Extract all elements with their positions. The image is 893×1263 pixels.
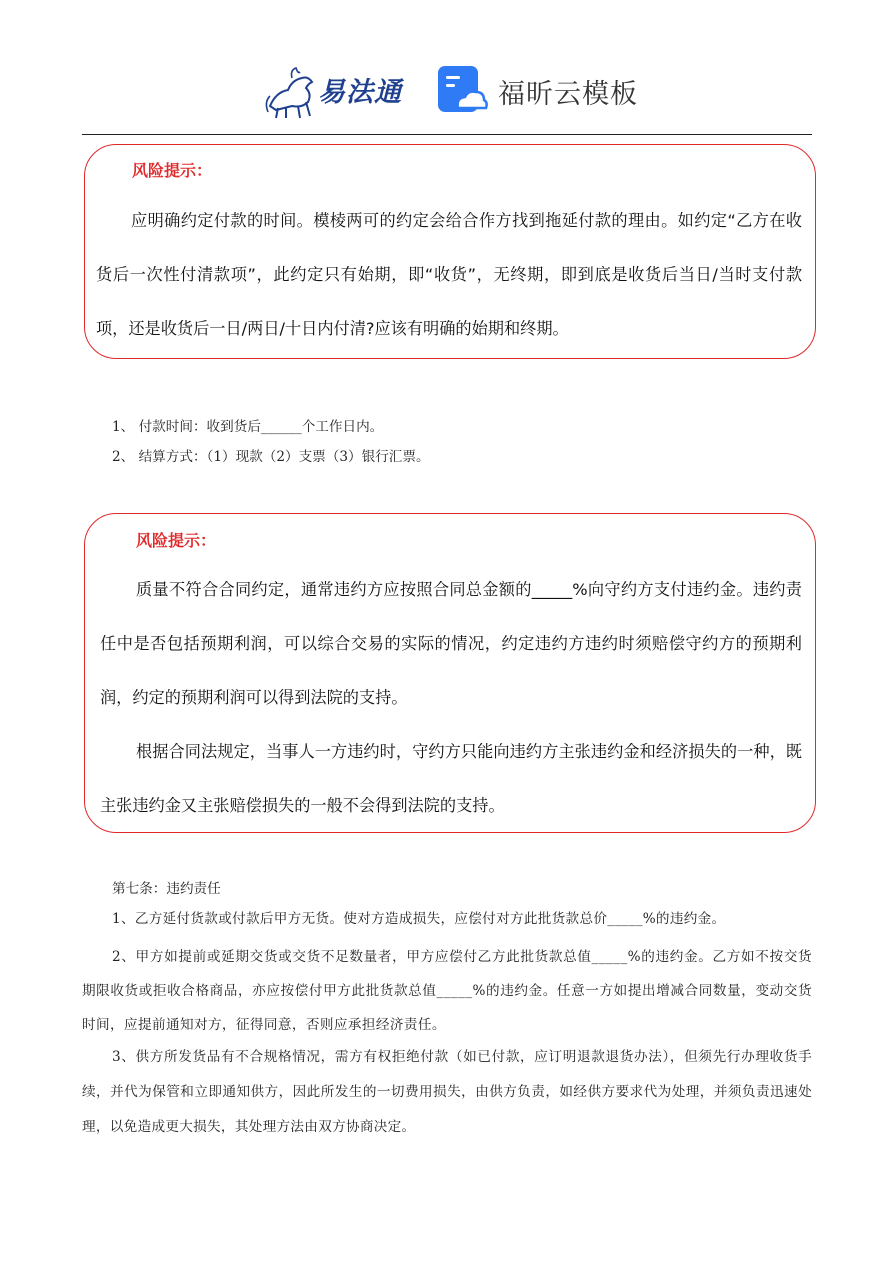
risk-alert-title: 风险提示： — [136, 531, 217, 550]
settlement-method-item: 2、 结算方式：（1）现款（2）支票（3）银行汇票。 — [112, 449, 430, 465]
risk-alert-title: 风险提示： — [132, 161, 213, 180]
foxit-cloud-template-logo — [436, 64, 646, 120]
article-7-clause-2: 2、甲方如提前或延期交货或交货不足数量者，甲方应偿付乙方此批货款总值_____%的违约金。乙方如不按交货期限收货或拒收合格商品，亦应按偿付甲方此批货款总值_____%的违约金。任意一方如提出增减合同数量，变动交货时间，应提前通知对方，征得同意，否则应承担经济责任。 — [82, 949, 812, 1033]
page-header — [0, 60, 893, 124]
qilin-emblem-icon — [262, 62, 322, 122]
yifatong-logo-text: 易法通 — [318, 77, 402, 108]
payment-terms — [112, 412, 812, 472]
header-divider — [82, 134, 812, 135]
article-7-heading: 第七条：违约责任 — [112, 881, 221, 897]
risk-alert-text: 应明确约定付款的时间。模棱两可的约定会给合作方找到拖延付款的理由。如约定“乙方在收货后一次性付清款项”，此约定只有始期，即“收货”，无终期，即到底是收货后当日/当时支付款项，还是收货后一日/两日/十日内付清?应该有明确的始期和终期。 — [96, 211, 802, 338]
article-7-clause-1: 1、乙方延付货款或付款后甲方无货。使对方造成损失，应偿付对方此批货款总价_____%的违约金。 — [112, 911, 726, 927]
yifatong-logo — [262, 60, 422, 120]
risk-alert-text: 根据合同法规定，当事人一方违约时，守约方只能向违约方主张违约金和经济损失的一种，既主张违约金又主张赔偿损失的一般不会得到法院的支持。 — [100, 742, 802, 815]
risk-alert-text: 质量不符合合同约定，通常违约方应按照合同总金额的_____%向守约方支付违约金。违约责任中是否包括预期利润，可以综合交易的实际的情况，约定违约方违约时须赔偿守约方的预期利润，约定的预期利润可以得到法院的支持。 — [100, 580, 802, 707]
cloud-document-icon — [436, 64, 488, 116]
article-7-clause-3: 3、供方所发货品有不合规格情况，需方有权拒绝付款（如已付款，应订明退款退货办法），但须先行办理收货手续，并代为保管和立即通知供方，因此所发生的一切费用损失，由供方负责，如经供方要求代为处理，并须负责迅速处理，以免造成更大损失，其处理方法由双方协商决定。 — [82, 1049, 812, 1135]
payment-time-item: 1、 付款时间：收到货后______个工作日内。 — [112, 419, 384, 435]
foxit-logo-text: 福昕云模板 — [498, 79, 638, 110]
